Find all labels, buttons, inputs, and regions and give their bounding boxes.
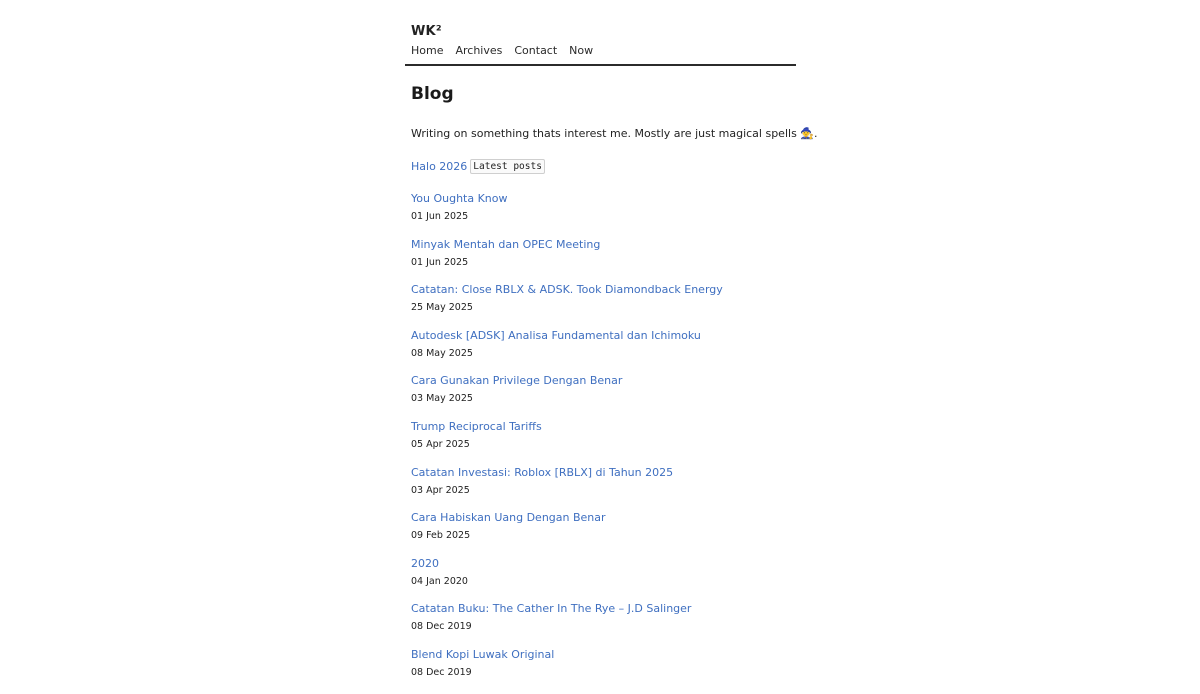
intro-text: Writing on something thats interest me. Mostly are just magical spells 🧙.	[411, 127, 818, 140]
post-date: 01 Jun 2025	[411, 211, 469, 222]
post-date: 05 Apr 2025	[411, 438, 470, 450]
featured-post	[411, 157, 790, 175]
list-item	[411, 329, 790, 375]
featured-post-link[interactable]: Halo 2026	[411, 159, 468, 173]
post-title-link[interactable]: Catatan: Close RBLX & ADSK. Took Diamondback Energy	[411, 283, 723, 297]
list-item	[411, 648, 790, 694]
post-title-link[interactable]: 2020	[411, 556, 439, 570]
post-title-link[interactable]: Trump Reciprocal Tariffs	[411, 419, 542, 433]
post-date: 08 May 2025	[411, 347, 473, 359]
post-date: 04 Jan 2020	[411, 575, 468, 587]
nav-item-now[interactable]: Now	[569, 44, 594, 57]
latest-posts-badge: Latest posts	[470, 159, 545, 174]
post-date: 03 May 2025	[411, 393, 473, 405]
site-header	[405, 0, 796, 66]
post-title-link[interactable]: Catatan Investasi: Roblox [RBLX] di Tahun 2025	[411, 465, 674, 479]
list-item	[411, 557, 790, 603]
list-item	[411, 511, 790, 557]
post-date: 08 Dec 2019	[411, 621, 472, 633]
list-item	[411, 238, 790, 284]
list-item	[411, 283, 790, 329]
post-date: 08 Dec 2019	[411, 666, 472, 678]
list-item	[411, 602, 790, 648]
page-container	[405, 0, 818, 694]
post-title-link[interactable]: Blend Kopi Luwak Original	[411, 647, 555, 661]
post-title-link[interactable]: Minyak Mentah dan OPEC Meeting	[411, 237, 601, 251]
nav-item-archives[interactable]: Archives	[455, 44, 503, 57]
post-date: 03 Apr 2025	[411, 484, 470, 496]
main-nav	[411, 44, 790, 57]
page-title: Blog	[411, 84, 454, 104]
list-item	[411, 192, 790, 238]
post-date: 01 Jun 2025	[411, 256, 469, 268]
post-title-link[interactable]: You Oughta Know	[411, 192, 508, 205]
list-item	[411, 374, 790, 420]
post-title-link[interactable]: Autodesk [ADSK] Analisa Fundamental dan Ichimoku	[411, 328, 701, 342]
post-title-link[interactable]: Cara Gunakan Privilege Dengan Benar	[411, 374, 623, 388]
list-item	[411, 420, 790, 466]
nav-item-contact[interactable]: Contact	[514, 44, 558, 57]
post-title-link[interactable]: Cara Habiskan Uang Dengan Benar	[411, 511, 606, 525]
post-title-link[interactable]: Catatan Buku: The Cather In The Rye – J.D Salinger	[411, 602, 692, 616]
main-content	[405, 84, 818, 694]
nav-item-home[interactable]: Home	[411, 44, 444, 57]
post-list	[411, 192, 790, 694]
list-item	[411, 466, 790, 512]
post-date: 09 Feb 2025	[411, 530, 471, 542]
post-date: 25 May 2025	[411, 302, 473, 314]
site-title-link[interactable]: WK²	[411, 24, 442, 39]
